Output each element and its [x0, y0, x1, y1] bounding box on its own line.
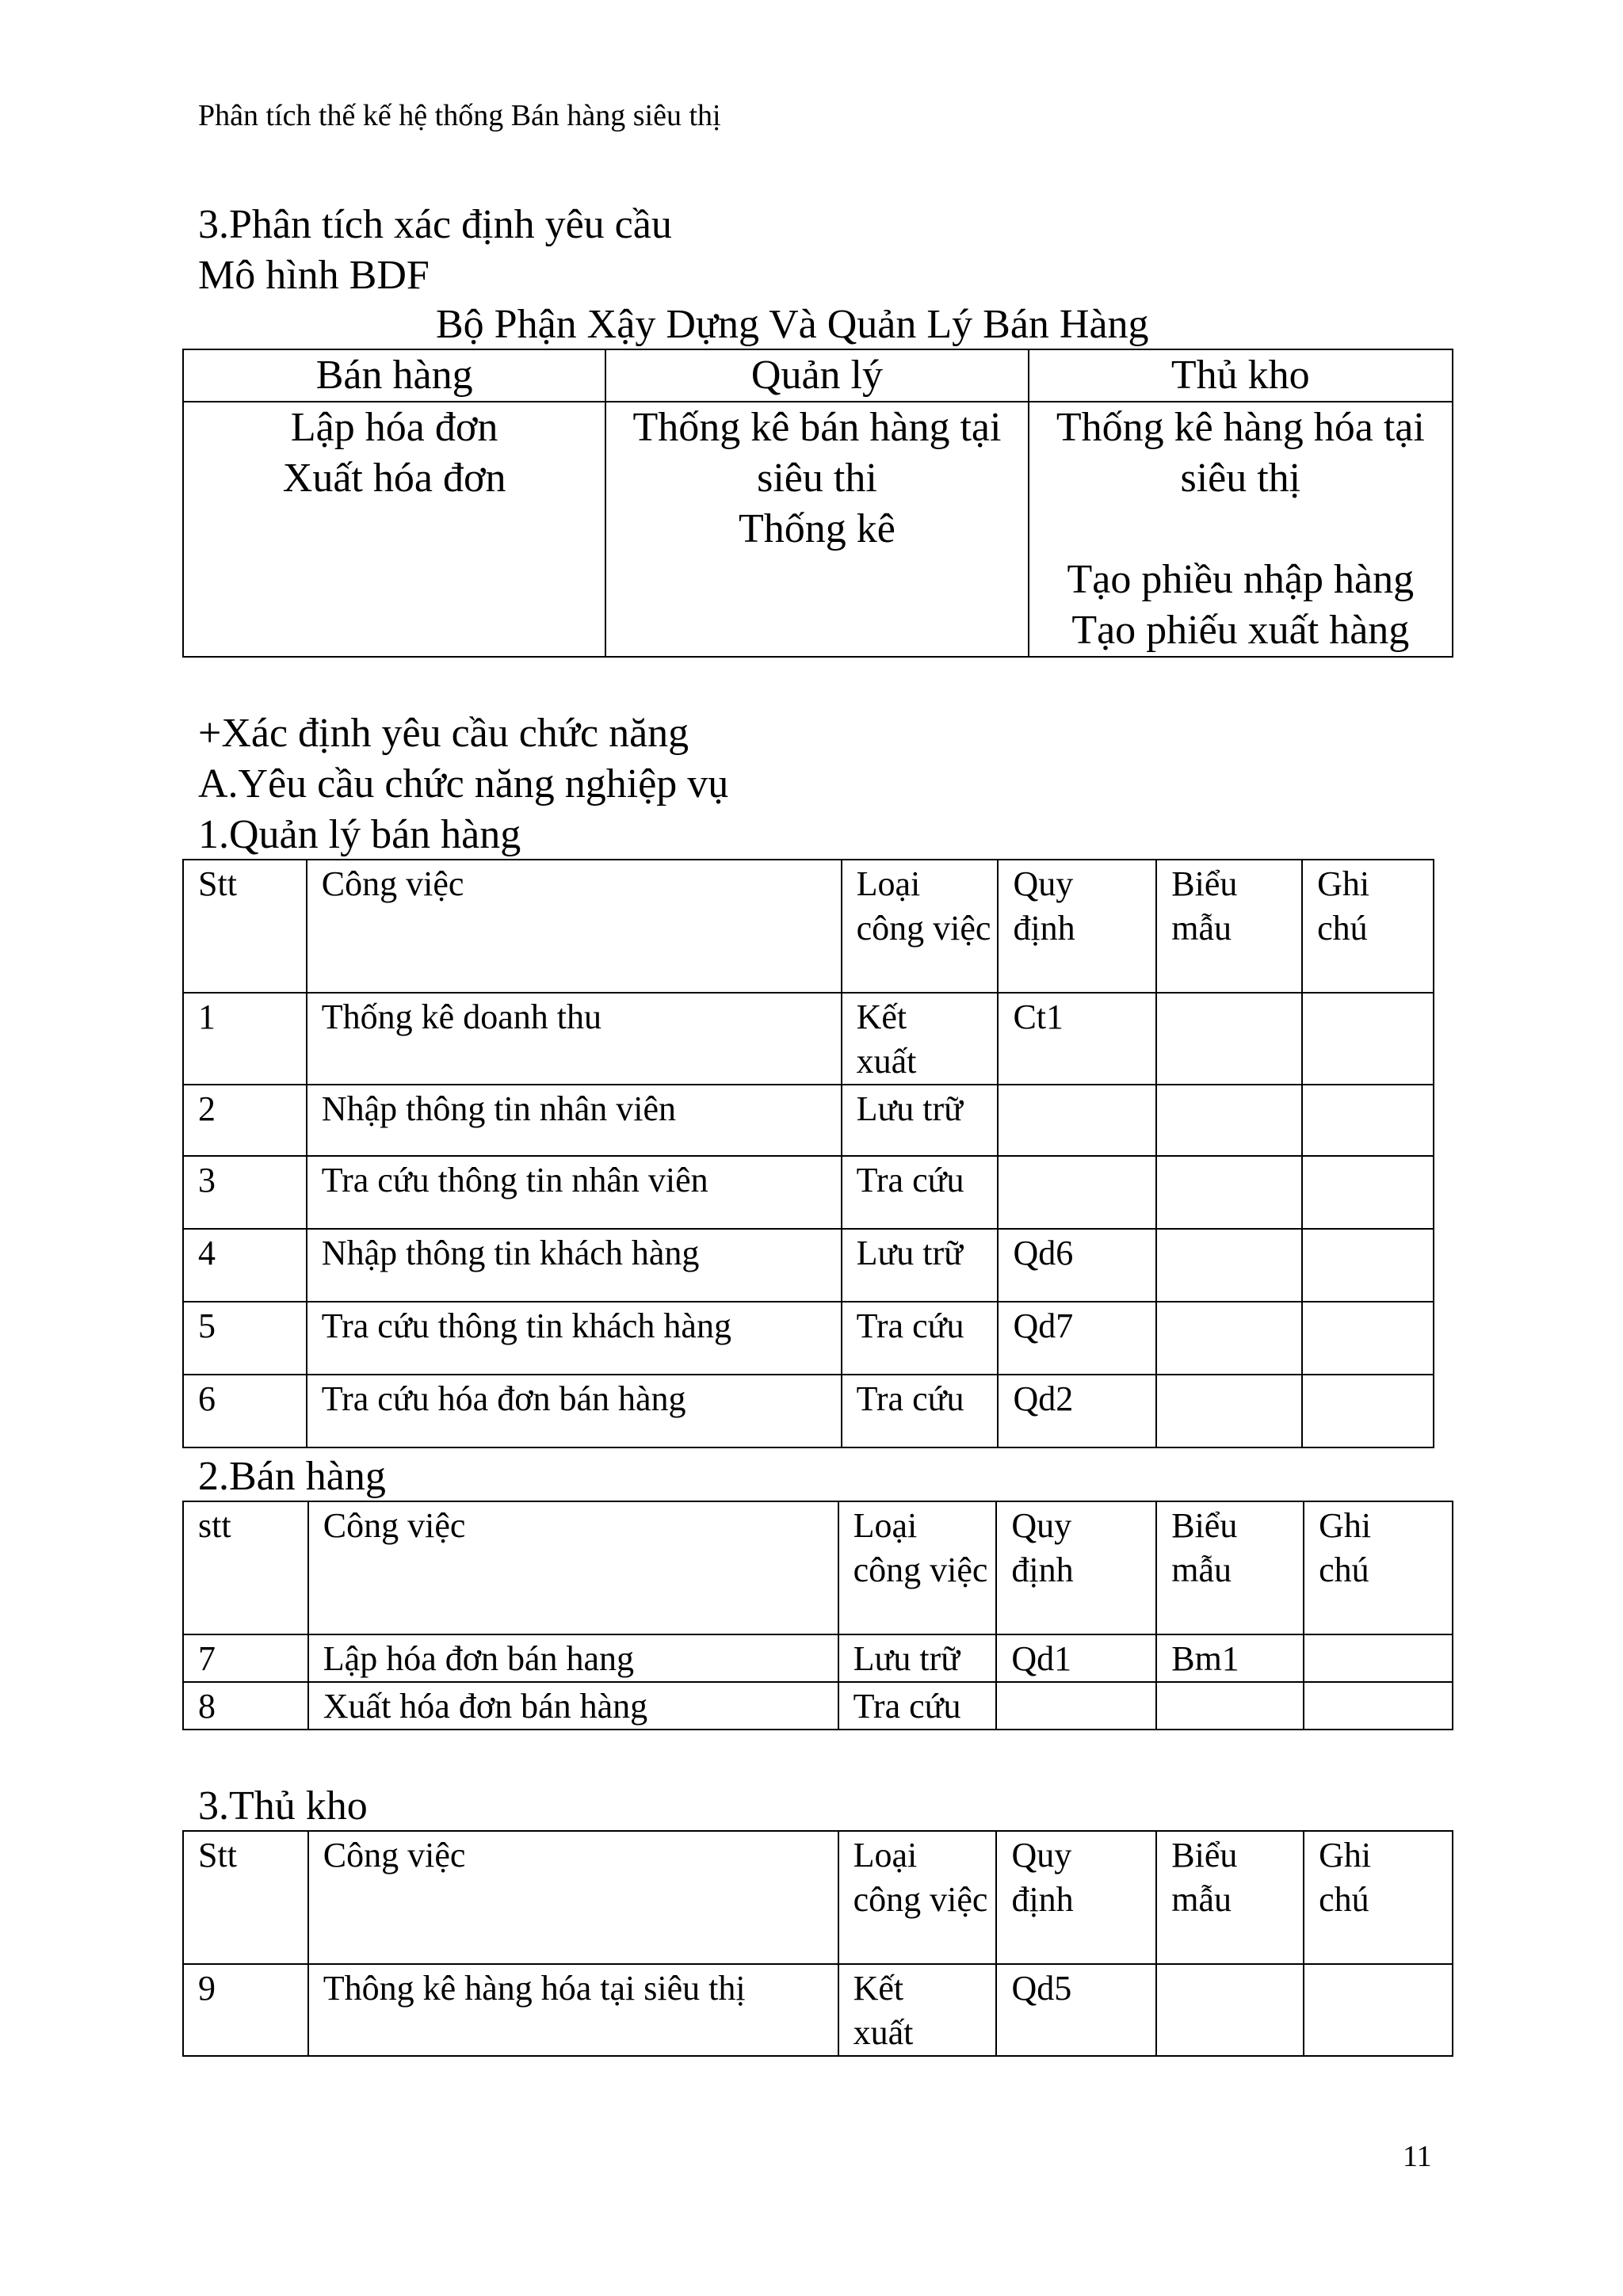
bdf-line: Xuất hóa đơn	[282, 456, 506, 501]
header-cell: Quy định	[998, 860, 1156, 993]
cell: Thống kê doanh thu	[307, 993, 842, 1085]
header-cell: Ghi chú	[1302, 860, 1434, 993]
bdf-header-row	[183, 349, 1453, 402]
cell	[1304, 1634, 1453, 1682]
header-cell: Stt	[183, 860, 307, 993]
cell: Qd5	[996, 1964, 1156, 2056]
bdf-header-cell: Quản lý	[605, 349, 1028, 402]
cell	[1156, 993, 1302, 1085]
cell: Qd6	[998, 1229, 1156, 1302]
table-quan-ly-ban-hang	[182, 859, 1434, 1448]
bdf-line: Tạo phiều nhập hàng	[1067, 557, 1415, 602]
cell: 2	[183, 1085, 307, 1156]
table-header-row	[183, 860, 1434, 993]
bdf-line: Tạo phiếu xuất hàng	[1071, 608, 1410, 653]
cell	[1302, 1156, 1434, 1229]
cell: Qd2	[998, 1375, 1156, 1447]
cell: Nhập thông tin nhân viên	[307, 1085, 842, 1156]
cell: Tra cứu thông tin khách hàng	[307, 1302, 842, 1375]
table-row	[183, 1085, 1434, 1156]
header-cell: Quy định	[996, 1501, 1156, 1634]
header-cell: Công việc	[307, 860, 842, 993]
bdf-title: Bộ Phận Xậy Dựng Và Quản Lý Bán Hàng	[436, 302, 1149, 347]
header-cell: Quy định	[996, 1831, 1156, 1964]
cell: 4	[183, 1229, 307, 1302]
bdf-line: siêu thị	[1180, 456, 1301, 501]
bdf-cell-ban-hang	[183, 402, 605, 657]
cell	[1156, 1085, 1302, 1156]
table-header-row	[183, 1831, 1453, 1964]
section-title: 3.Phân tích xác định yêu cầu	[198, 202, 672, 247]
table-row	[183, 993, 1434, 1085]
page-header: Phân tích thế kế hệ thống Bán hàng siêu thị	[198, 99, 721, 132]
cell: 9	[183, 1964, 308, 2056]
cell	[1304, 1682, 1453, 1730]
cell: 6	[183, 1375, 307, 1447]
table-row	[183, 1964, 1453, 2056]
header-cell: Biểu mẫu	[1156, 1501, 1304, 1634]
table-row	[183, 1229, 1434, 1302]
header-cell: Biểu mẫu	[1156, 860, 1302, 993]
header-cell: Loại công việc	[838, 1831, 997, 1964]
bdf-line	[1029, 504, 1452, 555]
bdf-table	[182, 349, 1453, 658]
table3-title: 3.Thủ kho	[198, 1783, 368, 1829]
cell: 3	[183, 1156, 307, 1229]
header-cell: Công việc	[308, 1501, 838, 1634]
cell: Thông kê hàng hóa tại siêu thị	[308, 1964, 838, 2056]
header-cell: Loại công việc	[842, 860, 999, 993]
cell: Kết xuất	[842, 993, 999, 1085]
cell: Lưu trữ	[842, 1229, 999, 1302]
table-ban-hang	[182, 1501, 1453, 1730]
cell	[1156, 1302, 1302, 1375]
cell: Lập hóa đơn bán hang	[308, 1634, 838, 1682]
cell	[1156, 1964, 1304, 2056]
cell: Tra cứu thông tin nhân viên	[307, 1156, 842, 1229]
cell	[998, 1085, 1156, 1156]
bdf-cell-quan-ly	[605, 402, 1028, 657]
header-cell: Stt	[183, 1831, 308, 1964]
header-cell: stt	[183, 1501, 308, 1634]
requirements-subheading: A.Yêu cầu chức năng nghiệp vụ	[198, 761, 729, 807]
bdf-header-cell: Bán hàng	[183, 349, 605, 402]
cell: Qd7	[998, 1302, 1156, 1375]
table1-title: 1.Quản lý bán hàng	[198, 812, 521, 857]
table-row	[183, 1682, 1453, 1730]
cell	[1302, 1085, 1434, 1156]
cell	[1156, 1375, 1302, 1447]
bdf-line: Thống kê hàng hóa tại	[1056, 405, 1425, 450]
cell: 1	[183, 993, 307, 1085]
table-thu-kho	[182, 1830, 1453, 2057]
cell	[1156, 1682, 1304, 1730]
bdf-line: siêu thi	[757, 456, 877, 501]
cell	[1156, 1229, 1302, 1302]
cell: Ct1	[998, 993, 1156, 1085]
table-row	[183, 1302, 1434, 1375]
cell	[1302, 1302, 1434, 1375]
model-title: Mô hình BDF	[198, 253, 430, 298]
bdf-line: Thống kê	[739, 506, 896, 551]
requirements-heading: +Xác định yêu cầu chức năng	[198, 711, 689, 756]
cell	[1304, 1964, 1453, 2056]
bdf-header-cell: Thủ kho	[1029, 349, 1453, 402]
cell: Tra cứu	[842, 1375, 999, 1447]
header-cell: Biểu mẫu	[1156, 1831, 1304, 1964]
bdf-body-row	[183, 402, 1453, 657]
table-header-row	[183, 1501, 1453, 1634]
cell	[996, 1682, 1156, 1730]
bdf-line: Lập hóa đơn	[290, 405, 498, 450]
header-cell: Ghi chú	[1304, 1831, 1453, 1964]
cell: Tra cứu	[842, 1156, 999, 1229]
cell: Xuất hóa đơn bán hàng	[308, 1682, 838, 1730]
cell: Tra cứu	[842, 1302, 999, 1375]
cell: Lưu trữ	[838, 1634, 997, 1682]
table-row	[183, 1375, 1434, 1447]
bdf-cell-thu-kho	[1029, 402, 1453, 657]
header-cell: Công việc	[308, 1831, 838, 1964]
cell	[1302, 1375, 1434, 1447]
cell	[1302, 993, 1434, 1085]
cell: Tra cứu hóa đơn bán hàng	[307, 1375, 842, 1447]
cell: 8	[183, 1682, 308, 1730]
page-number: 11	[1403, 2140, 1432, 2173]
cell: Lưu trữ	[842, 1085, 999, 1156]
cell	[1302, 1229, 1434, 1302]
table-row	[183, 1156, 1434, 1229]
cell: Kết xuất	[838, 1964, 997, 2056]
cell: Tra cứu	[838, 1682, 997, 1730]
cell	[1156, 1156, 1302, 1229]
cell: Bm1	[1156, 1634, 1304, 1682]
table2-title: 2.Bán hàng	[198, 1454, 386, 1499]
cell: Nhập thông tin khách hàng	[307, 1229, 842, 1302]
header-cell: Loại công việc	[838, 1501, 997, 1634]
bdf-line: Thống kê bán hàng tại	[632, 405, 1002, 450]
cell: 7	[183, 1634, 308, 1682]
header-cell: Ghi chú	[1304, 1501, 1453, 1634]
table-row	[183, 1634, 1453, 1682]
cell	[998, 1156, 1156, 1229]
cell: 5	[183, 1302, 307, 1375]
cell: Qd1	[996, 1634, 1156, 1682]
